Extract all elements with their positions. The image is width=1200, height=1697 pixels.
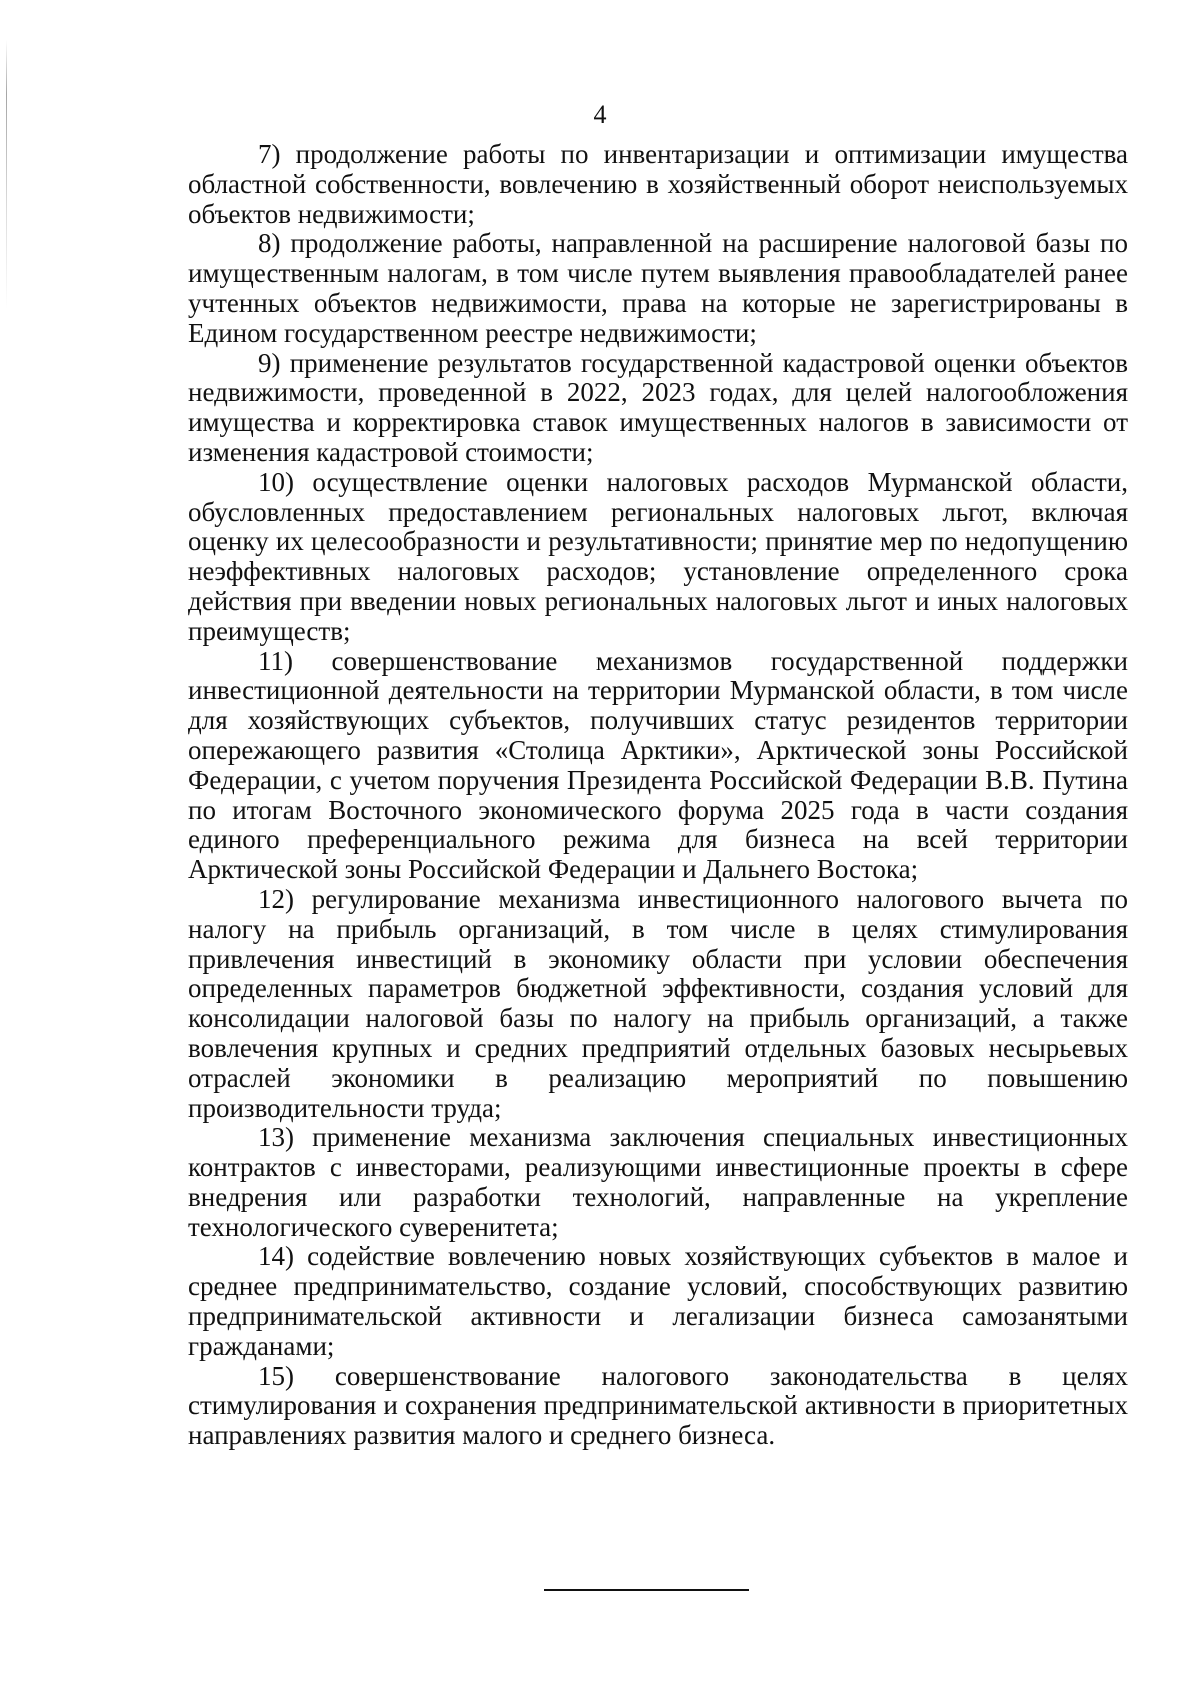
list-item-11: 11) совершенствование механизмов государственной поддержки инвестиционной деятельности на территории Мурманской области, в том числе для хозяйствующих субъектов, получивших статус резидентов территории опережающего развития «Столица Арктики», Арктической зоны Российской Федерации, с учетом поручения Президента Российской Федерации В.В. Путина по итогам Восточного экономического форума 2025 года в части создания единого преференциального режима для бизнеса на всей территории Арктической зоны Российской Федерации и Дальнего Востока; [188,645,1128,885]
list-item-13: 13) применение механизма заключения специальных инвестиционных контрактов с инвесторами, реализующими инвестиционные проекты в сфере внедрения или разработки технологий, направленные на укрепление технологического суверенитета; [188,1122,1128,1242]
page-number: 4 [593,100,607,129]
list-item-15: 15) совершенствование налогового законодательства в целях стимулирования и сохранения предпринимательской активности в приоритетных направлениях развития малого и среднего бизнеса. [188,1360,1128,1451]
list-item-8: 8) продолжение работы, направленной на расширение налоговой базы по имущественным налогам, в том числе путем выявления правообладателей ранее учтенных объектов недвижимости, права на которые не зарегистрированы в Едином государственном реестре недвижимости; [188,228,1128,348]
list-item-10: 10) осуществление оценки налоговых расходов Мурманской области, обусловленных предоставлением региональных налоговых льгот, включая оценку их целесообразности и результативности; принятие мер по недопущению неэффективных налоговых расходов; установление определенного срока действия при введении новых региональных налоговых льгот и иных налоговых преимуществ; [188,466,1128,646]
end-of-document-rule [544,1589,749,1591]
list-item-7: 7) продолжение работы по инвентаризации и оптимизации имущества областной собственности, вовлечению в хозяйственный оборот неиспользуемых объектов недвижимости; [188,139,1128,229]
scan-edge-mark [6,40,7,310]
list-item-9: 9) применение результатов государственной кадастровой оценки объектов недвижимости, проведенной в 2022, 2023 годах, для целей налогообложения имущества и корректировка ставок имущественных налогов в зависимости от изменения кадастровой стоимости; [188,347,1128,467]
document-body [188,140,1128,1451]
list-item-14: 14) содействие вовлечению новых хозяйствующих субъектов в малое и среднее предпринимательство, создание условий, способствующих развитию предпринимательской активности и легализации бизнеса самозанятыми гражданами; [188,1241,1128,1361]
list-item-12: 12) регулирование механизма инвестиционного налогового вычета по налогу на прибыль организаций, в том числе в целях стимулирования привлечения инвестиций в экономику области при условии обеспечения определенных параметров бюджетной эффективности, создания условий для консолидации налоговой базы по налогу на прибыль организаций, а также вовлечения крупных и средних предприятий отдельных базовых несырьевых отраслей экономики в реализацию мероприятий по повышению производительности труда; [188,883,1128,1123]
